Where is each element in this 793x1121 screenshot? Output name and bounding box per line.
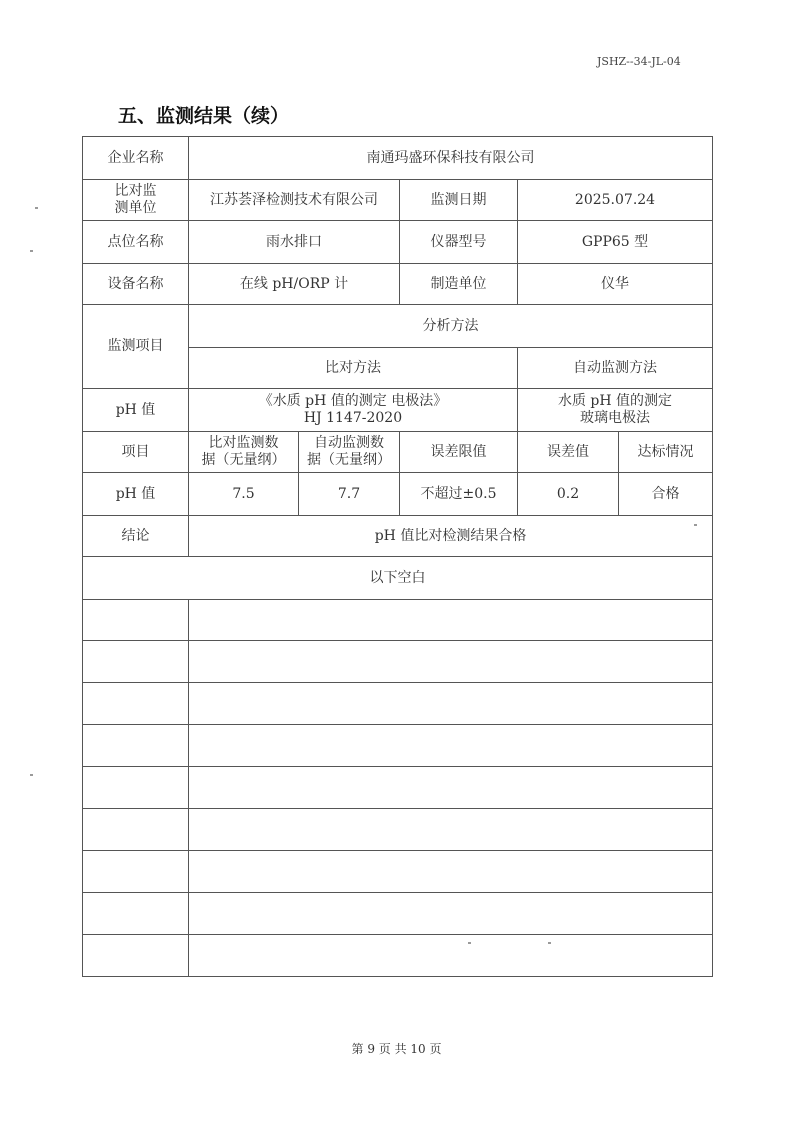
instrument-model-value: GPP65 型 (518, 221, 713, 264)
blank-row (83, 809, 713, 851)
result-item: pH 值 (83, 473, 189, 516)
scan-speck (694, 524, 697, 526)
comparison-unit-label: 比对监 测单位 (83, 180, 189, 221)
blank-cell (83, 851, 189, 893)
blank-cell (83, 725, 189, 767)
header-item: 项目 (83, 432, 189, 473)
table-row (83, 389, 713, 432)
blank-cell (189, 935, 713, 977)
blank-cell (83, 641, 189, 683)
blank-cell (189, 809, 713, 851)
scan-speck (35, 207, 38, 209)
scan-speck (30, 774, 33, 776)
monitor-item-label: 监测项目 (83, 305, 189, 389)
blank-row (83, 893, 713, 935)
blank-cell (83, 767, 189, 809)
results-header-row (83, 432, 713, 473)
point-value: 雨水排口 (189, 221, 400, 264)
blank-row (83, 767, 713, 809)
blank-cell (83, 809, 189, 851)
method-param: pH 值 (83, 389, 189, 432)
table-row (83, 516, 713, 557)
company-label: 企业名称 (83, 137, 189, 180)
blank-cell (83, 893, 189, 935)
blank-row (83, 600, 713, 641)
blank-cell (189, 683, 713, 725)
header-compliance: 达标情况 (619, 432, 713, 473)
manufacturer-value: 仪华 (518, 264, 713, 305)
blank-row (83, 641, 713, 683)
table-row (83, 264, 713, 305)
results-row (83, 473, 713, 516)
instrument-model-label: 仪器型号 (400, 221, 518, 264)
blank-cell (189, 893, 713, 935)
result-compliance: 合格 (619, 473, 713, 516)
blank-row (83, 935, 713, 977)
blank-note: 以下空白 (83, 557, 713, 600)
table-row (83, 137, 713, 180)
scan-speck (548, 942, 551, 944)
blank-cell (83, 600, 189, 641)
scan-speck (30, 250, 33, 252)
header-auto-data: 自动监测数 据（无量纲） (299, 432, 400, 473)
equipment-label: 设备名称 (83, 264, 189, 305)
blank-row (83, 683, 713, 725)
result-error-limit: 不超过±0.5 (400, 473, 518, 516)
blank-cell (189, 851, 713, 893)
blank-cell (189, 600, 713, 641)
equipment-value: 在线 pH/ORP 计 (189, 264, 400, 305)
manufacturer-label: 制造单位 (400, 264, 518, 305)
scan-speck (468, 942, 471, 944)
blank-cell (189, 767, 713, 809)
table-row (83, 180, 713, 221)
compare-method-label: 比对方法 (189, 348, 518, 389)
header-error-limit: 误差限值 (400, 432, 518, 473)
conclusion-label: 结论 (83, 516, 189, 557)
blank-cell (83, 683, 189, 725)
blank-cell (189, 725, 713, 767)
auto-method-value: 水质 pH 值的测定 玻璃电极法 (518, 389, 713, 432)
result-error-value: 0.2 (518, 473, 619, 516)
auto-method-label: 自动监测方法 (518, 348, 713, 389)
analysis-method-label: 分析方法 (189, 305, 713, 348)
page-footer: 第 9 页 共 10 页 (351, 1042, 442, 1056)
blank-row (83, 851, 713, 893)
table-row (83, 221, 713, 264)
blank-cell (189, 641, 713, 683)
result-compare-data: 7.5 (189, 473, 299, 516)
table-row (83, 557, 713, 600)
header-error-value: 误差值 (518, 432, 619, 473)
table-row (83, 305, 713, 348)
point-label: 点位名称 (83, 221, 189, 264)
blank-cell (83, 935, 189, 977)
result-auto-data: 7.7 (299, 473, 400, 516)
monitor-date-label: 监测日期 (400, 180, 518, 221)
header-compare-data: 比对监测数 据（无量纲） (189, 432, 299, 473)
document-code: JSHZ--34-JL-04 (597, 55, 681, 68)
section-title: 五、监测结果（续） (118, 105, 290, 127)
blank-row (83, 725, 713, 767)
monitor-date-value: 2025.07.24 (518, 180, 713, 221)
comparison-unit-value: 江苏荟泽检测技术有限公司 (189, 180, 400, 221)
compare-method-value: 《水质 pH 值的测定 电极法》 HJ 1147-2020 (189, 389, 518, 432)
conclusion-value: pH 值比对检测结果合格 (189, 516, 713, 557)
monitoring-results-table (82, 136, 713, 977)
company-value: 南通玛盛环保科技有限公司 (189, 137, 713, 180)
